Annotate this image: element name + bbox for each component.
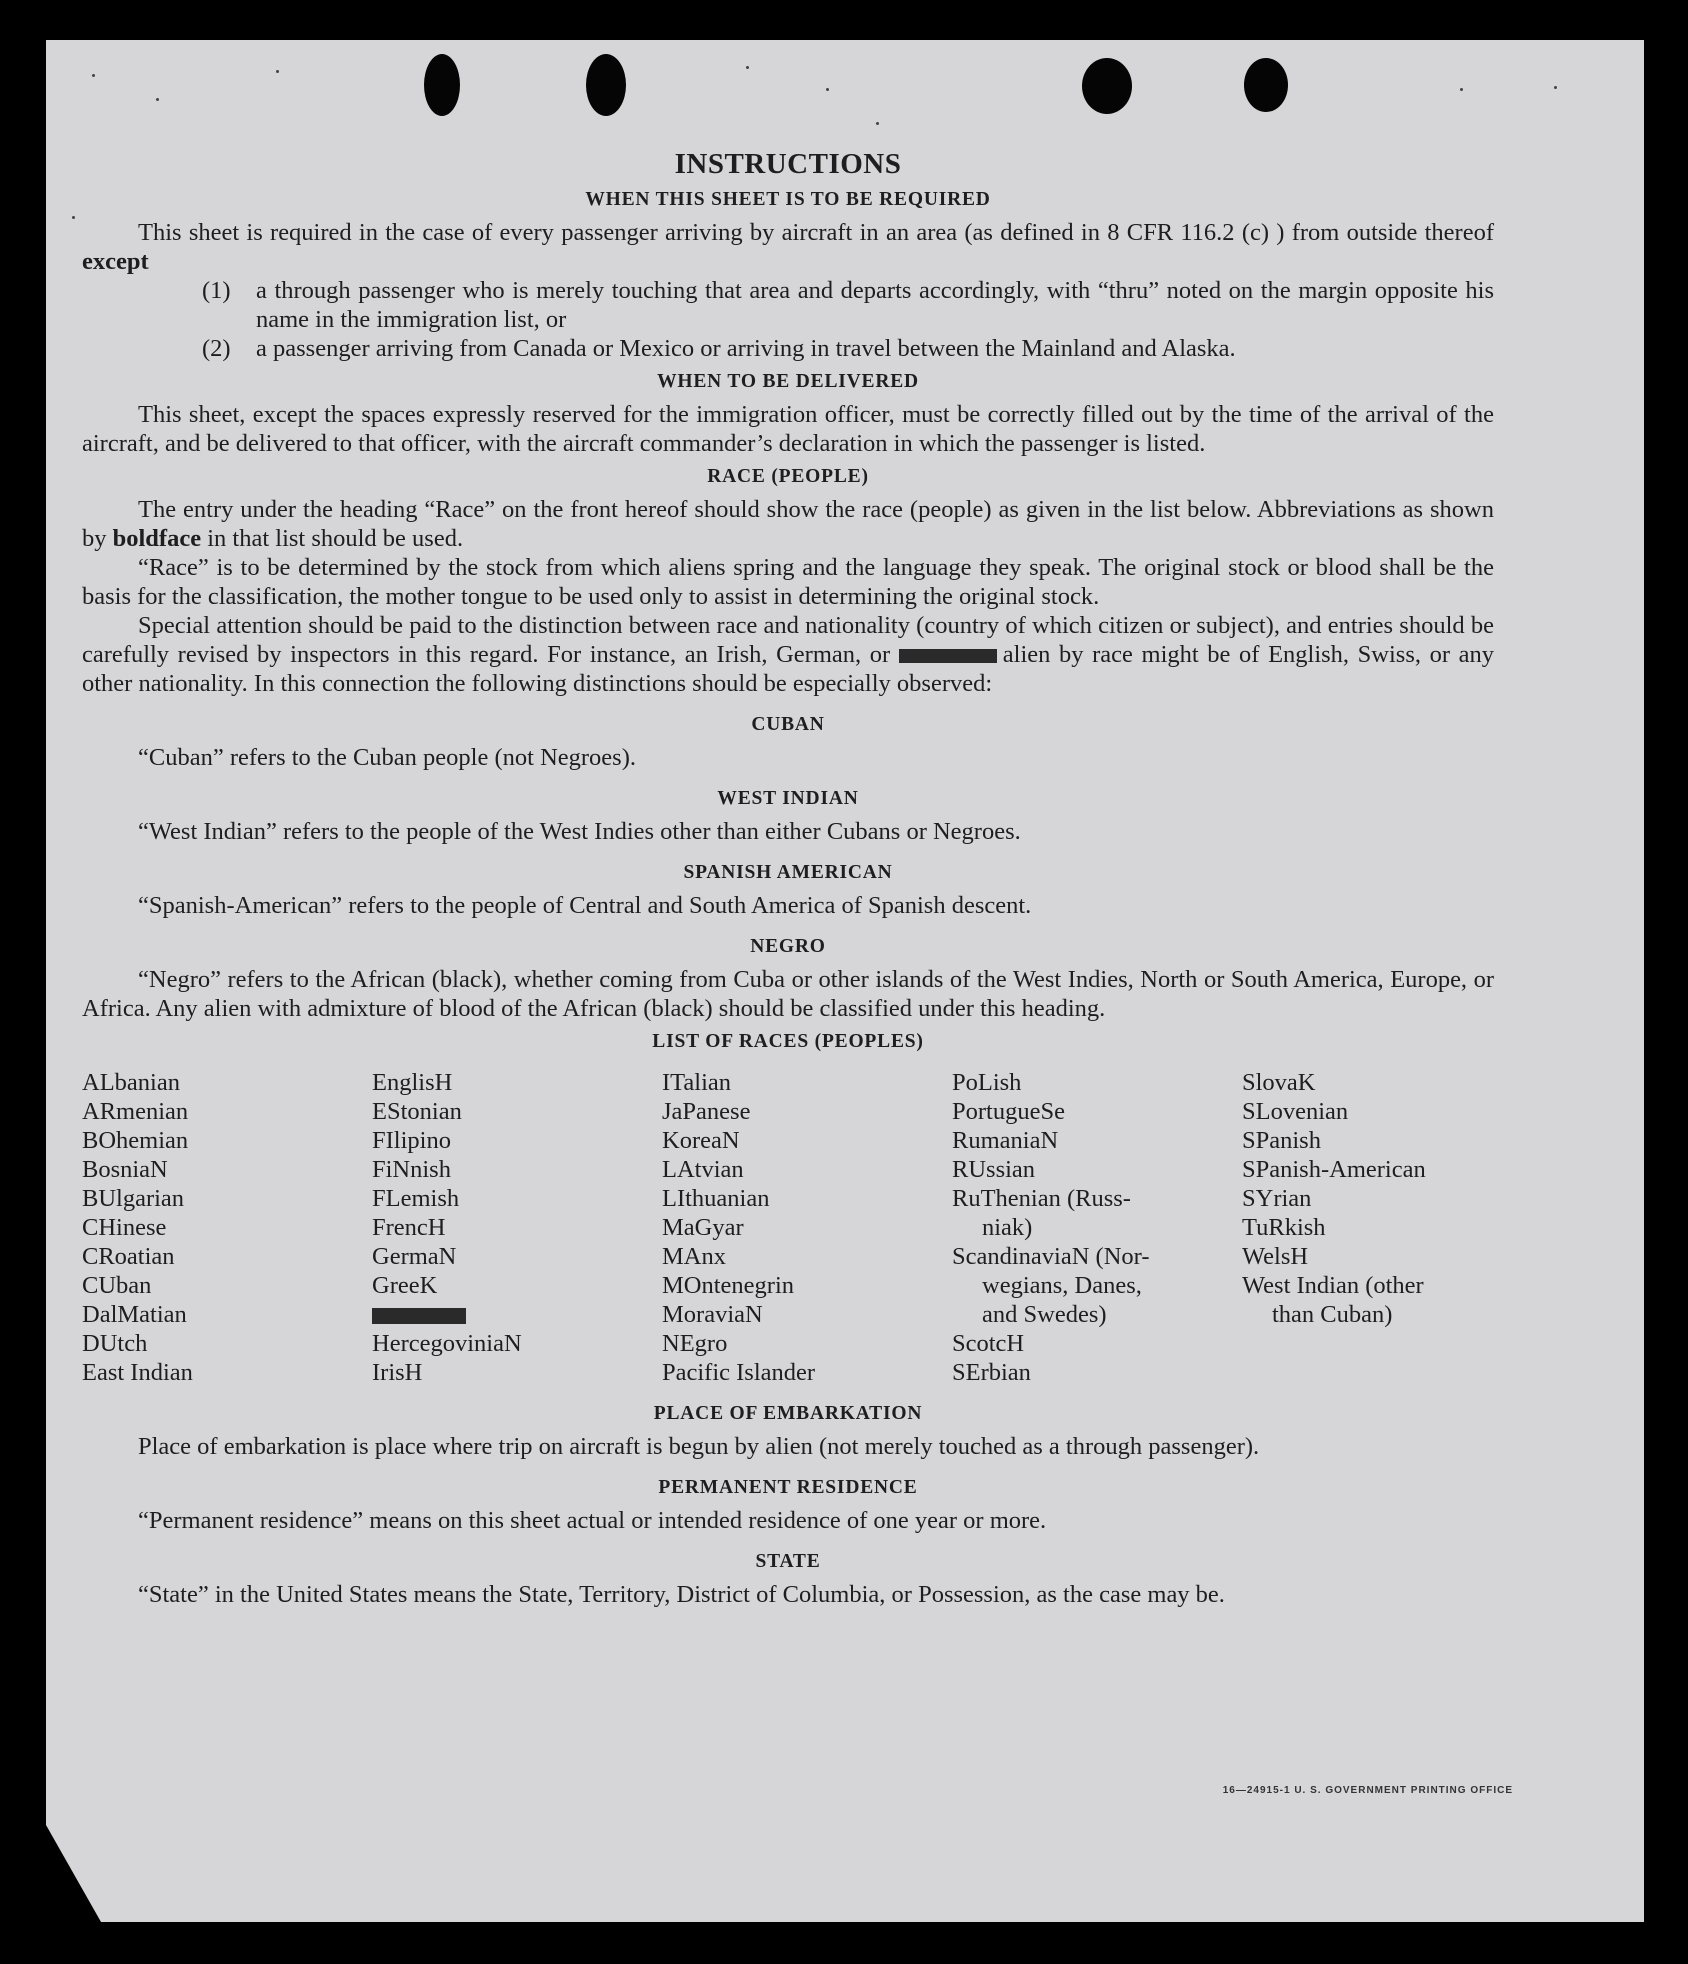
page-title: INSTRUCTIONS: [674, 148, 902, 180]
race-entry: SLovenian: [1242, 1098, 1349, 1125]
race-entry-redacted: [372, 1300, 662, 1329]
race-entry: East Indian: [82, 1359, 193, 1386]
item-text: a passenger arriving from Canada or Mexico or arriving in travel between the Mainland and Alaska.: [256, 335, 1236, 362]
race-entry: ALbanian: [82, 1069, 180, 1096]
race-entry: RumaniaN: [952, 1127, 1059, 1154]
race-entry: SPanish-American: [1242, 1156, 1426, 1183]
heading-embarkation: PLACE OF EMBARKATION: [653, 1403, 923, 1424]
paragraph-required: [82, 218, 1494, 276]
race-entry-continued: than Cuban): [1272, 1301, 1393, 1328]
heading-cuban: CUBAN: [751, 714, 825, 735]
race-entry: SlovaK: [1242, 1069, 1316, 1096]
race-entry: CRoatian: [82, 1243, 175, 1270]
punch-hole: [586, 54, 626, 116]
paragraph-cuban: “Cuban” refers to the Cuban people (not Negroes).: [138, 744, 636, 771]
races-column-3: [662, 1068, 952, 1387]
races-column-4: [952, 1068, 1242, 1387]
punch-hole: [1082, 58, 1132, 114]
race-entry-continued: niak): [982, 1214, 1033, 1241]
race-entry: FLemish: [372, 1185, 460, 1212]
paragraph-delivered: This sheet, except the spaces expressly reserved for the immigration officer, must be correctly filled out by the time of the arrival of the aircraft, and be delivered to that officer, with the aircraft commander’s declaration in which the passenger is listed.: [82, 401, 1494, 457]
races-column-1: [82, 1068, 372, 1387]
race-entry: ScotcH: [952, 1330, 1025, 1357]
paragraph-race-2: “Race” is to be determined by the stock from which aliens spring and the language they speak. The original stock or blood shall be the basis for the classification, the mother tongue to be used only to assist in determining the original stock.: [82, 554, 1494, 610]
race-entry: ScandinaviaN (Nor-: [952, 1243, 1150, 1270]
race-entry: DalMatian: [82, 1301, 187, 1328]
race-entry: PortugueSe: [952, 1098, 1065, 1125]
races-column-5: [1242, 1068, 1532, 1387]
speck: [276, 70, 279, 73]
race-entry: PoLish: [952, 1069, 1022, 1096]
race-entry: GermaN: [372, 1243, 457, 1270]
race-entry: FIlipino: [372, 1127, 451, 1154]
race-entry: RUssian: [952, 1156, 1036, 1183]
heading-west-indian: WEST INDIAN: [717, 788, 859, 809]
text: alien by race might be of English, Swiss, or any other nationality. In this connection the following distinctions should be especially observed:: [82, 641, 1494, 697]
race-entry: NEgro: [662, 1330, 728, 1357]
race-entry: MoraviaN: [662, 1301, 763, 1328]
list-item: [82, 276, 1494, 334]
emphasis: boldface: [112, 525, 202, 552]
instructions-content: [82, 150, 1494, 1609]
item-number: (1): [202, 277, 231, 304]
race-entry: TuRkish: [1242, 1214, 1326, 1241]
heading-permanent-residence: PERMANENT RESIDENCE: [658, 1477, 918, 1498]
item-number: (2): [202, 335, 231, 362]
item-text: a through passenger who is merely touching that area and departs accordingly, with “thru” noted on the margin opposite his name in the immigration list, or: [256, 277, 1494, 333]
race-entry: ARmenian: [82, 1098, 189, 1125]
races-list: [82, 1068, 1494, 1387]
race-entry: HercegoviniaN: [372, 1330, 522, 1357]
race-entry: EnglisH: [372, 1069, 453, 1096]
race-entry: SPanish: [1242, 1127, 1321, 1154]
text: Special attention should be paid to the distinction between race and nationality (country of which citizen or subject), and entries should be carefully revised by inspectors in this regard. For instance, an Irish, German, or: [82, 612, 1494, 668]
paragraph-spanish-american: “Spanish-American” refers to the people of Central and South America of Spanish descent.: [138, 892, 1032, 919]
race-entry: IrisH: [372, 1359, 423, 1386]
heading-list-of-races: LIST OF RACES (PEOPLES): [652, 1031, 924, 1052]
race-entry: FiNnish: [372, 1156, 451, 1183]
paragraph-race-3: [82, 611, 1494, 698]
race-entry: CHinese: [82, 1214, 167, 1241]
race-entry-continued: wegians, Danes,: [982, 1272, 1142, 1299]
race-entry: RuThenian (Russ-: [952, 1185, 1131, 1212]
race-entry: SYrian: [1242, 1185, 1312, 1212]
punch-hole: [1244, 58, 1288, 112]
paragraph-negro: “Negro” refers to the African (black), whether coming from Cuba or other islands of the West Indies, North or South America, Europe, or Africa. Any alien with admixture of blood of the African (black) should be classified under this heading.: [82, 966, 1494, 1022]
paragraph-west-indian: “West Indian” refers to the people of the West Indies other than either Cubans or Negroes.: [138, 818, 1021, 845]
heading-state: STATE: [755, 1551, 821, 1572]
speck: [1554, 86, 1557, 89]
race-entry: GreeK: [372, 1272, 438, 1299]
race-entry: MAnx: [662, 1243, 726, 1270]
race-entry: BOhemian: [82, 1127, 189, 1154]
paragraph-permanent-residence: “Permanent residence” means on this sheet actual or intended residence of one year or more.: [138, 1507, 1047, 1534]
speck: [92, 74, 95, 77]
race-entry: JaPanese: [662, 1098, 751, 1125]
race-entry: DUtch: [82, 1330, 148, 1357]
race-entry: MOntenegrin: [662, 1272, 794, 1299]
speck: [826, 88, 829, 91]
heading-when-required: WHEN THIS SHEET IS TO BE REQUIRED: [585, 189, 991, 210]
race-entry: LAtvian: [662, 1156, 744, 1183]
text: The entry under the heading “Race” on the front hereof should show the race (people) as given in the list below. Abbreviations as shown by: [82, 496, 1494, 552]
heading-spanish-american: SPANISH AMERICAN: [683, 862, 893, 883]
heading-when-delivered: WHEN TO BE DELIVERED: [657, 371, 919, 392]
speck: [876, 122, 879, 125]
race-entry: BUlgarian: [82, 1185, 185, 1212]
paragraph-embarkation: Place of embarkation is place where trip on aircraft is begun by alien (not merely touched as a through passenger).: [138, 1433, 1260, 1460]
paragraph-state: “State” in the United States means the State, Territory, District of Columbia, or Possession, as the case may be.: [138, 1581, 1225, 1608]
race-entry: EStonian: [372, 1098, 462, 1125]
redaction-mark: [372, 1308, 466, 1324]
race-entry: West Indian (other: [1242, 1272, 1424, 1299]
punch-hole: [424, 54, 460, 116]
text: in that list should be used.: [201, 525, 464, 552]
emphasis: except: [82, 248, 149, 275]
race-entry: Pacific Islander: [662, 1359, 816, 1386]
race-entry: MaGyar: [662, 1214, 744, 1241]
race-entry: SErbian: [952, 1359, 1031, 1386]
race-entry-continued: and Swedes): [982, 1301, 1107, 1328]
race-entry: LIthuanian: [662, 1185, 770, 1212]
speck: [746, 66, 749, 69]
speck: [156, 98, 159, 101]
race-entry: CUban: [82, 1272, 152, 1299]
text: This sheet is required in the case of every passenger arriving by aircraft in an area (as defined in 8 CFR 116.2 (c) ) from outside thereof: [138, 219, 1494, 246]
race-entry: BosniaN: [82, 1156, 168, 1183]
race-entry: KoreaN: [662, 1127, 740, 1154]
list-item: [82, 334, 1494, 363]
printer-imprint: 16—24915-1 U. S. GOVERNMENT PRINTING OFFICE: [1222, 1785, 1513, 1796]
speck: [72, 216, 75, 219]
heading-negro: NEGRO: [750, 936, 826, 957]
race-entry: WelsH: [1242, 1243, 1309, 1270]
race-entry: FrencH: [372, 1214, 446, 1241]
speck: [1460, 88, 1463, 91]
paragraph-race-1: [82, 495, 1494, 553]
redaction-mark: [899, 649, 997, 663]
heading-race: RACE (PEOPLE): [707, 466, 869, 487]
race-entry: ITalian: [662, 1069, 732, 1096]
races-column-2: [372, 1068, 662, 1387]
